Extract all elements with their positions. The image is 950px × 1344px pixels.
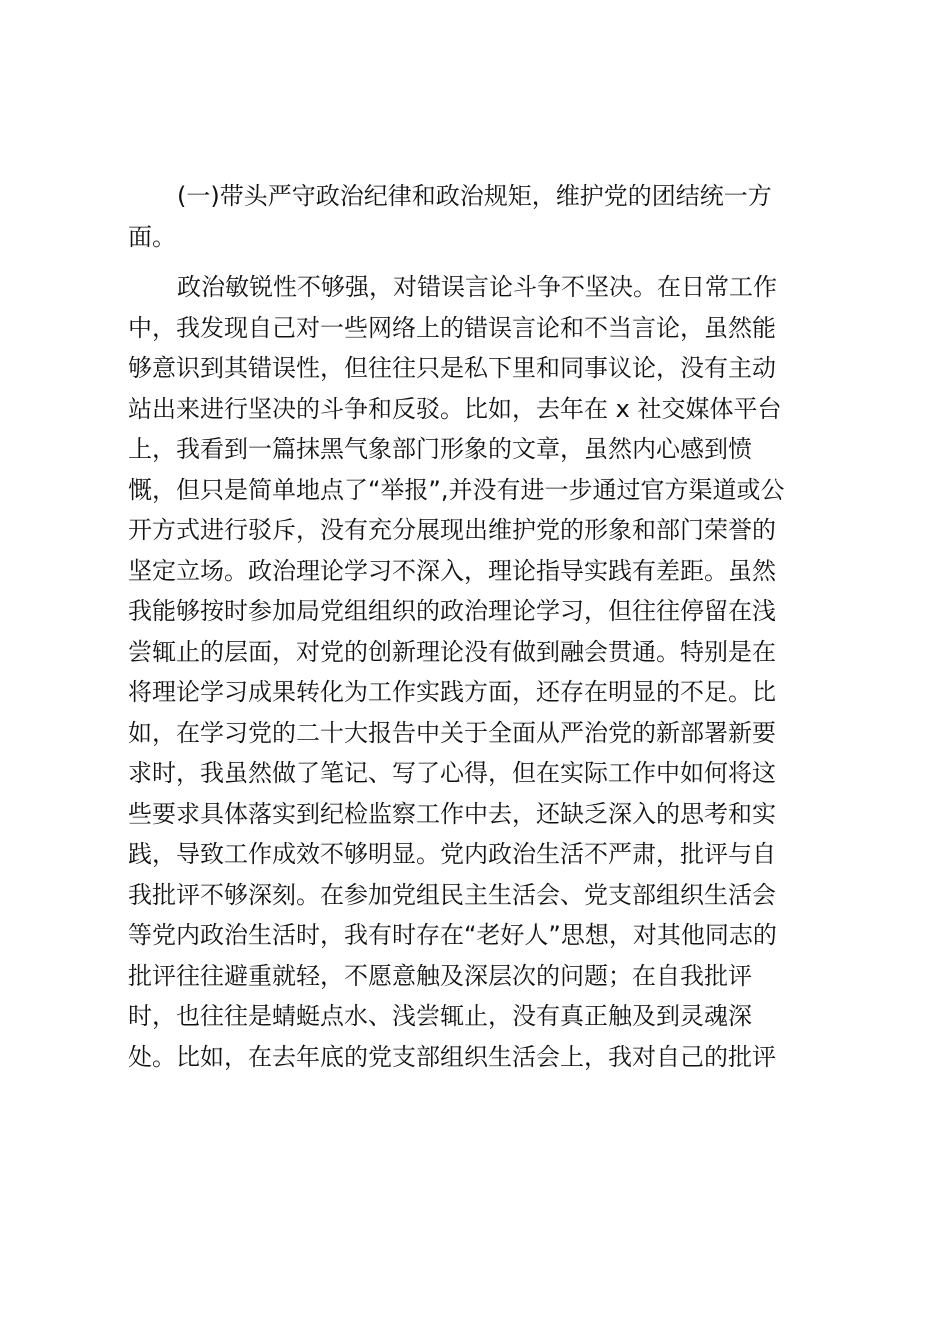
paragraph-line: 践，导致工作成效不够明显。党内政治生活不严肃，批评与自 <box>128 840 776 868</box>
paragraph-line: 够意识到其错误性，但往往只是私下里和同事议论，没有主动 <box>128 354 776 382</box>
paragraph-line: 等党内政治生活时，我有时存在“老好人”思想，对其他同志的 <box>128 921 777 949</box>
paragraph-line: 开方式进行驳斥，没有充分展现出维护党的形象和部门荣誉的 <box>128 516 776 544</box>
document-body <box>128 176 828 1077</box>
paragraph-line: 坚定立场。政治理论学习不深入，理论指导实践有差距。虽然 <box>128 556 776 585</box>
paragraph-line: 政治敏锐性不够强，对错误言论斗争不坚决。在日常工作 <box>177 273 777 301</box>
body-paragraph <box>128 267 828 1077</box>
heading-line: (一)带头严守政治纪律和政治规矩，维护党的团结统一方 <box>177 182 772 210</box>
paragraph-line: 将理论学习成果转化为工作实践方面，还存在明显的不足。比 <box>128 678 776 706</box>
paragraph-line: 中，我发现自己对一些网络上的错误言论和不当言论，虽然能 <box>128 313 776 342</box>
paragraph-line: 批评往往避重就轻，不愿意触及深层次的问题；在自我批评 <box>128 961 752 990</box>
paragraph-line: 我批评不够深刻。在参加党组民主生活会、党支部组织生活会 <box>128 880 776 909</box>
paragraph-line: 求时，我虽然做了笔记、写了心得，但在实际工作中如何将这 <box>128 759 776 787</box>
heading-line: 面。 <box>128 222 176 251</box>
paragraph-line: 尝辄止的层面，对党的创新理论没有做到融会贯通。特别是在 <box>128 637 776 666</box>
paragraph-line: 些要求具体落实到纪检监察工作中去，还缺乏深入的思考和实 <box>128 799 776 828</box>
paragraph-line: 我能够按时参加局党组组织的政治理论学习，但往往停留在浅 <box>128 597 776 625</box>
paragraph-line: 时，也往往是蜻蜓点水、浅尝辄止，没有真正触及到灵魂深 <box>128 1002 752 1030</box>
paragraph-line: 处。比如，在去年底的党支部组织生活会上，我对自己的批评 <box>128 1042 776 1071</box>
paragraph-line: 如，在学习党的二十大报告中关于全面从严治党的新部署新要 <box>128 718 776 747</box>
paragraph-line: 上，我看到一篇抹黑气象部门形象的文章，虽然内心感到愤 <box>128 435 752 463</box>
section-heading <box>128 176 828 257</box>
paragraph-line: 慨，但只是简单地点了“举报”,并没有进一步通过官方渠道或公 <box>128 475 785 504</box>
paragraph-line: 站出来进行坚决的斗争和反驳。比如，去年在 x 社交媒体平台 <box>128 394 782 423</box>
